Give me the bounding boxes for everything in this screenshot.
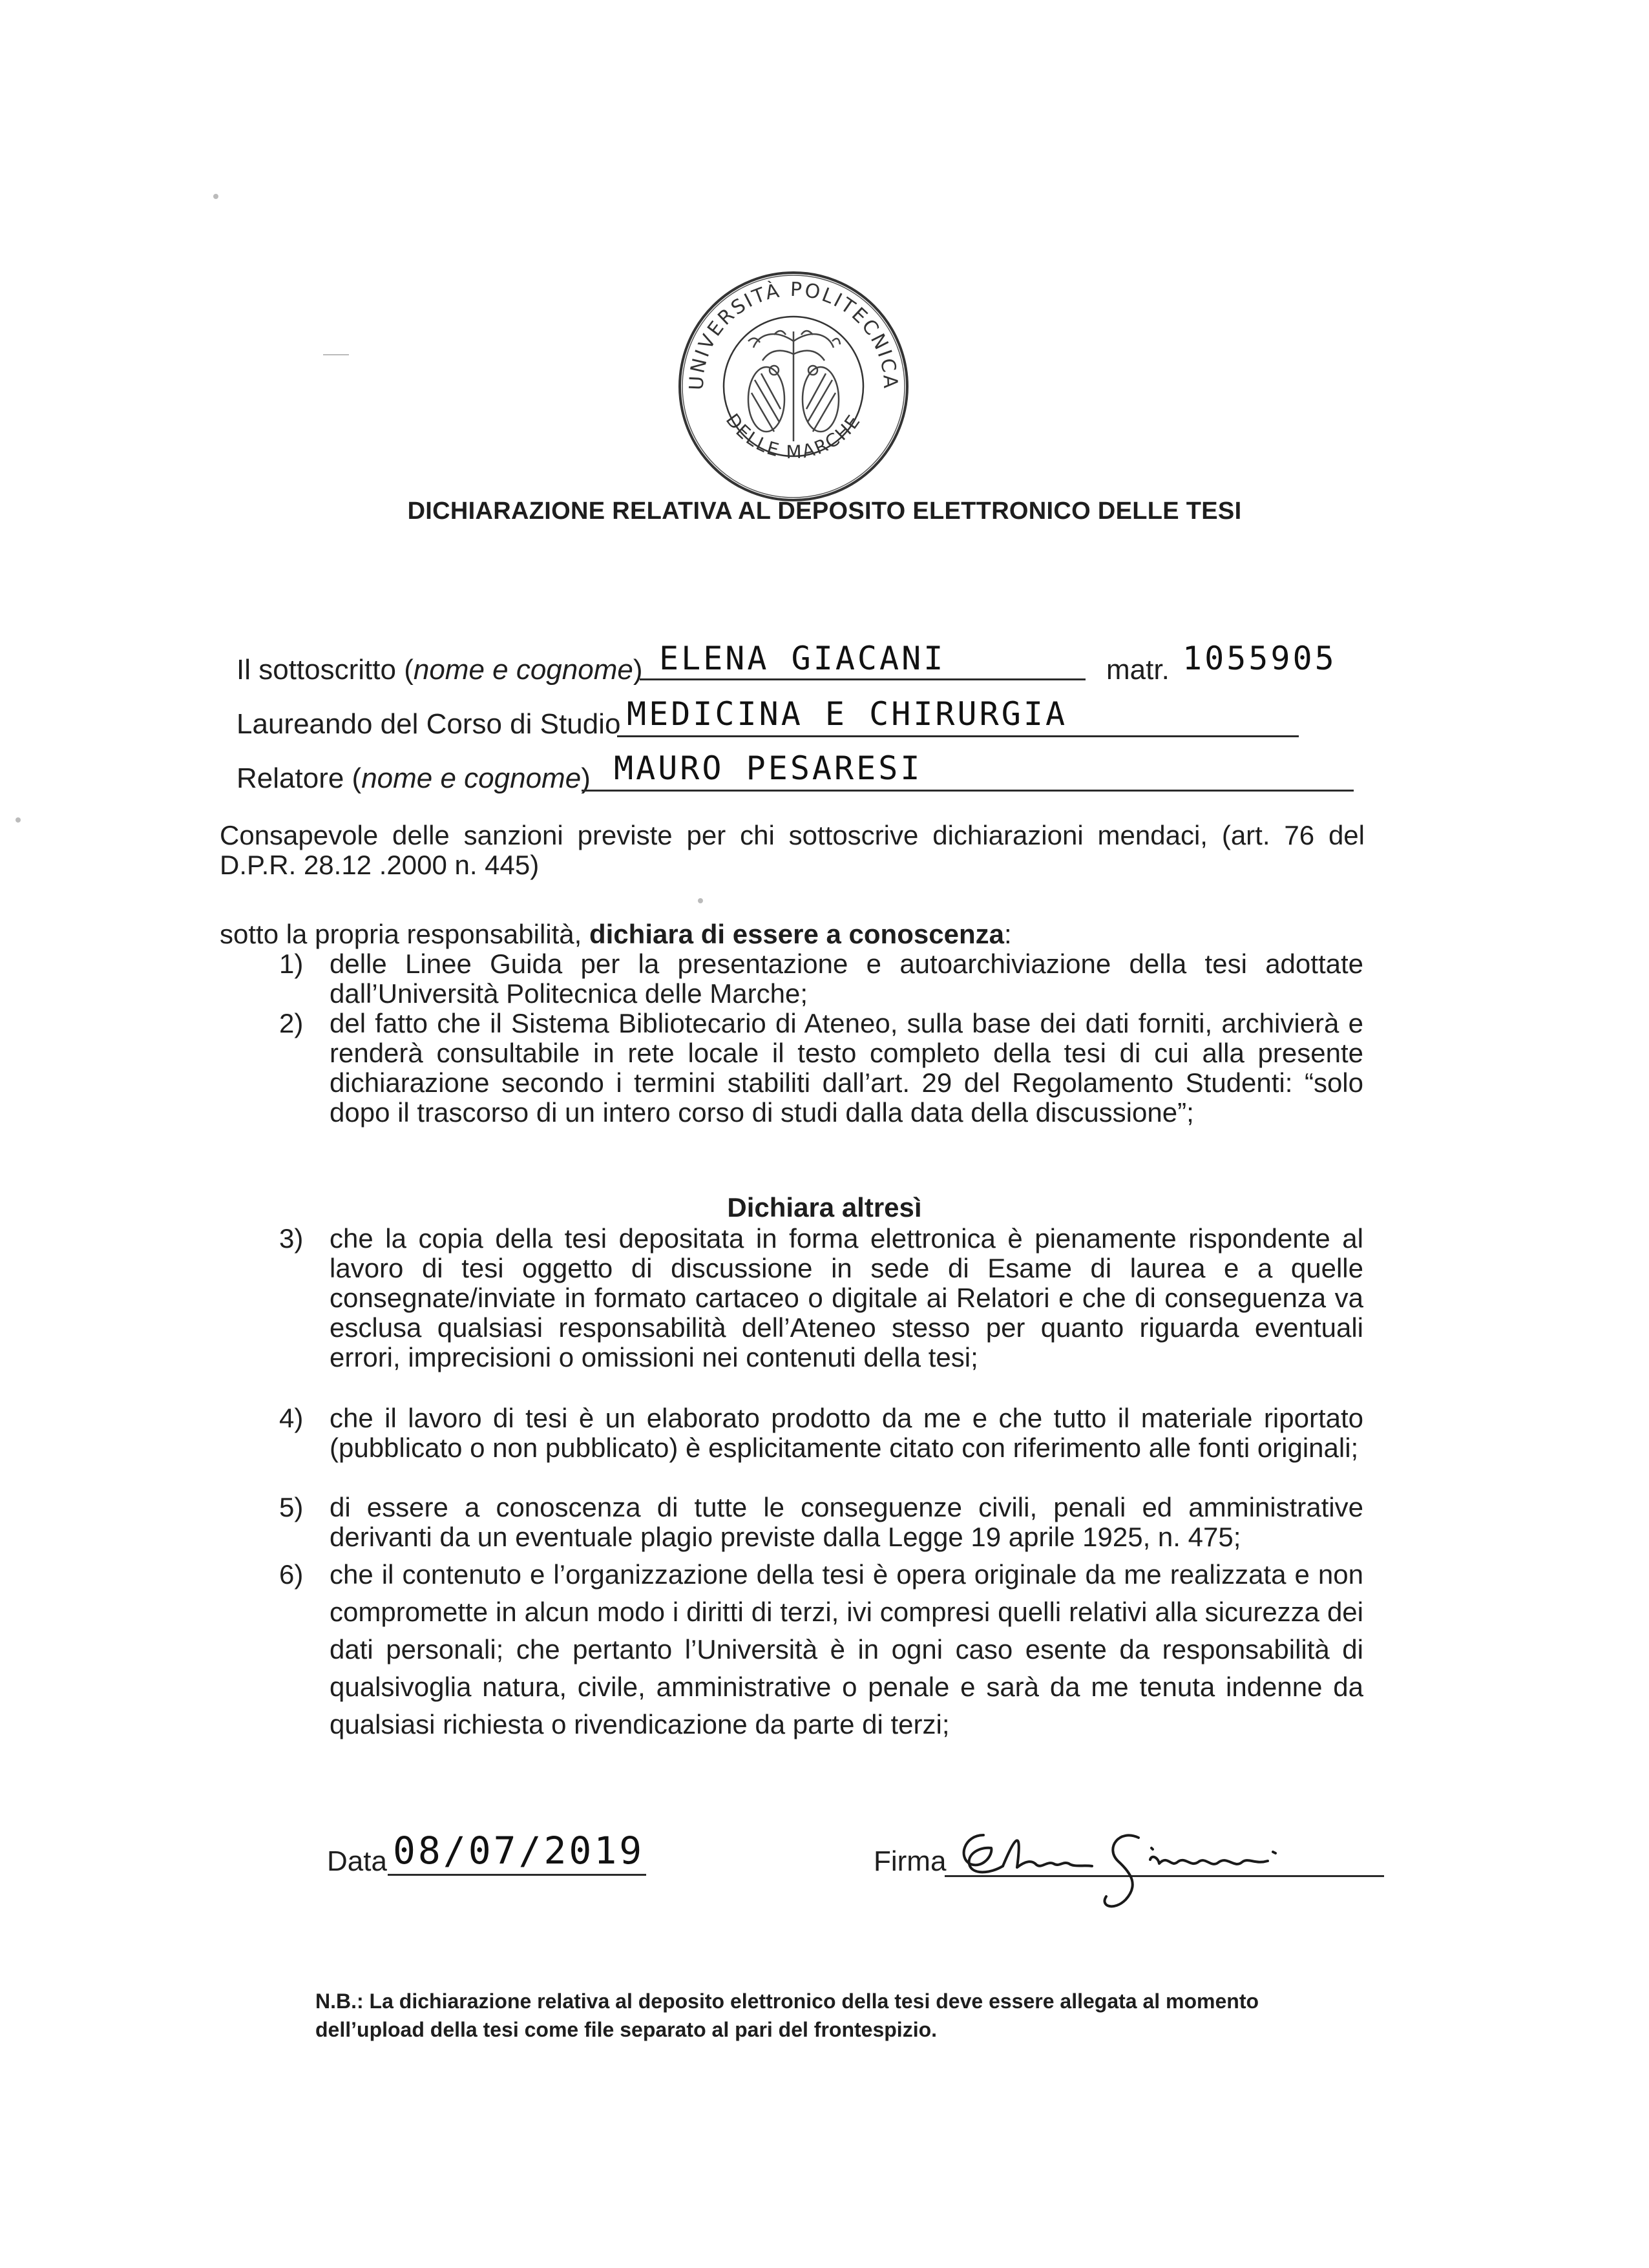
seal-ring-text-bottom: DELLE MARCHE: [721, 409, 866, 463]
consapevole-paragraph: Consapevole delle sanzioni previste per chi sottoscrive dichiarazioni mendaci, (art. 76 del D.P.R. 28.12 .2000 n. 445): [220, 820, 1365, 880]
sottoscritto-underline: [640, 678, 1086, 680]
corso-label: Laureando del Corso di Studio: [236, 708, 621, 740]
data-underline: [388, 1874, 646, 1876]
nb-note: N.B.: La dichiarazione relativa al deposito elettronico della tesi deve essere allegata al momento dell’upload della tesi come file separato al pari del frontespizio.: [315, 1990, 1259, 2041]
university-seal: [677, 270, 910, 503]
firma-signature: [945, 1809, 1307, 1919]
item-number-5: 5): [279, 1492, 304, 1522]
item-number-4: 4): [279, 1403, 304, 1433]
item-number-6: 6): [279, 1559, 304, 1590]
document-title: DICHIARAZIONE RELATIVA AL DEPOSITO ELETTRONICO DELLE TESI: [407, 498, 1242, 525]
data-value[interactable]: 08/07/2019: [393, 1829, 645, 1873]
data-label: Data: [327, 1845, 387, 1877]
item-number-2: 2): [279, 1008, 304, 1038]
scan-speck: [698, 898, 703, 903]
matr-label: matr.: [1106, 654, 1170, 686]
responsabilita-line: sotto la propria responsabilità, dichiara di essere a conoscenza:: [220, 919, 1012, 949]
corso-underline: [617, 735, 1299, 737]
scan-speck: [213, 194, 218, 199]
item-number-1: 1): [279, 949, 304, 979]
firma-label: Firma: [874, 1845, 947, 1877]
relatore-value[interactable]: MAURO PESARESI: [614, 750, 923, 787]
item-text-2: del fatto che il Sistema Bibliotecario di Ateneo, sulla base dei dati forniti, archivierà e renderà consultabile in rete locale il testo completo della tesi di cui alla presente dichiarazione secondo i termini stabiliti dall’art. 29 del Regolamento Studenti: “solo dopo il trascorso di un intero corso di studi dalla data della discussione”;: [330, 1008, 1363, 1128]
sottoscritto-label: Il sottoscritto (nome e cognome): [236, 654, 643, 686]
dichiara-altresi-heading: Dichiara altresì: [727, 1192, 922, 1223]
scan-mark: [323, 354, 349, 355]
relatore-label: Relatore (nome e cognome): [236, 762, 591, 794]
item-text-5: di essere a conoscenza di tutte le conseguenze civili, penali ed amministrative derivanti da un eventuale plagio previste dalla Legge 19 aprile 1925, n. 475;: [330, 1492, 1363, 1552]
item-text-3: che la copia della tesi depositata in forma elettronica è pienamente rispondente al lavoro di tesi oggetto di discussione in sede di Esame di laurea e a quelle consegnate/inviate in formato cartaceo o digitale ai Relatori e che di conseguenza va esclusa qualsiasi responsabilità dell’Ateneo stesso per quanto riguarda eventuali errori, imprecisioni o omissioni nei contenuti della tesi;: [330, 1223, 1363, 1372]
scan-speck: [16, 817, 21, 823]
seal-emblem: [748, 331, 840, 441]
corso-value[interactable]: MEDICINA E CHIRURGIA: [627, 695, 1068, 733]
matr-value[interactable]: 1055905: [1182, 640, 1337, 677]
item-text-6: che il contenuto e l’organizzazione della tesi è opera originale da me realizzata e non compromette in alcun modo i diritti di terzi, ivi compresi quelli relativi alla sicurezza dei dati personali; che pertanto l’Università è in ogni caso esente da responsabilità di qualsivoglia natura, civile, amministrative o penale e sarà da me tenuta indenne da qualsiasi richiesta o rivendicazione da parte di terzi;: [330, 1559, 1363, 1739]
seal-ring-text-top: UNIVERSITÀ POLITECNICA: [685, 278, 902, 391]
relatore-underline: [582, 790, 1354, 792]
sottoscritto-value[interactable]: ELENA GIACANI: [659, 640, 946, 677]
item-text-4: che il lavoro di tesi è un elaborato prodotto da me e che tutto il materiale riportato (pubblicato o non pubblicato) è esplicitamente citato con riferimento alle fonti originali;: [330, 1403, 1363, 1463]
item-text-1: delle Linee Guida per la presentazione e autoarchiviazione della tesi adottate dall’Università Politecnica delle Marche;: [330, 949, 1363, 1009]
item-number-3: 3): [279, 1223, 304, 1254]
